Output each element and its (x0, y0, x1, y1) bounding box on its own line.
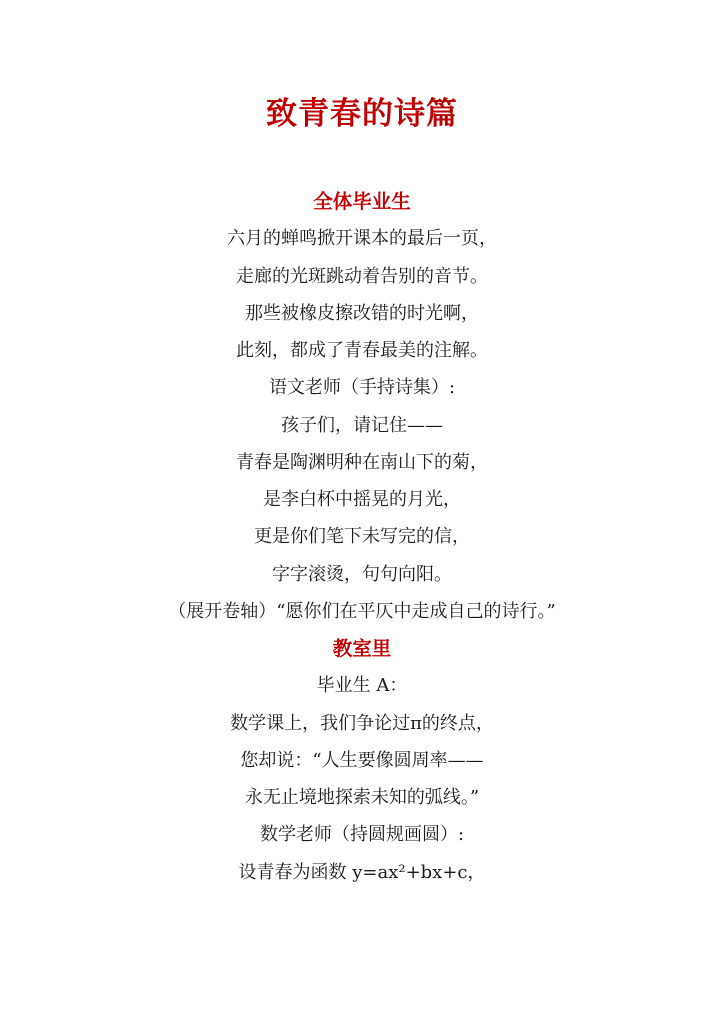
verse-line: 设青春为函数 y=ax²+bx+c， (238, 861, 486, 883)
verse-line: 六月的蝉鸣掀开课本的最后一页， (227, 228, 497, 250)
verse-line: 永无止境地探索未知的弧线。” (244, 787, 480, 808)
section-heading: 教室里 (332, 637, 392, 660)
speaker-line: 毕业生 A： (316, 675, 408, 697)
verse-line: 字字滚烫，句句向阳。 (272, 563, 452, 585)
document-title: 致青春的诗篇 (266, 96, 458, 132)
verse-line: 走廊的光斑跳动着告别的音节。 (236, 265, 488, 287)
verse-line: 青春是陶渊明种在南山下的菊， (236, 451, 488, 473)
verse-line: 是李白杯中摇晃的月光， (263, 489, 461, 510)
section-heading: 全体毕业生 (313, 190, 411, 213)
verse-line: （展开卷轴）“愿你们在平仄中走成自己的诗行。” (168, 600, 556, 622)
verse-line: 那些被橡皮擦改错的时光啊， (245, 302, 479, 324)
speaker-line: 语文老师（手持诗集）: (268, 377, 456, 399)
verse-line: 更是你们笔下未写完的信， (254, 526, 470, 548)
verse-line: 您却说：“人生要像圆周率—— (240, 749, 484, 771)
verse-line: 数学课上，我们争论过π的终点， (230, 712, 494, 734)
poem-body (0, 183, 724, 891)
verse-line: 孩子们，请记住—— (281, 414, 443, 436)
verse-line: 此刻，都成了青春最美的注解。 (236, 340, 488, 361)
speaker-line: 数学老师（持圆规画圆）: (259, 824, 465, 846)
